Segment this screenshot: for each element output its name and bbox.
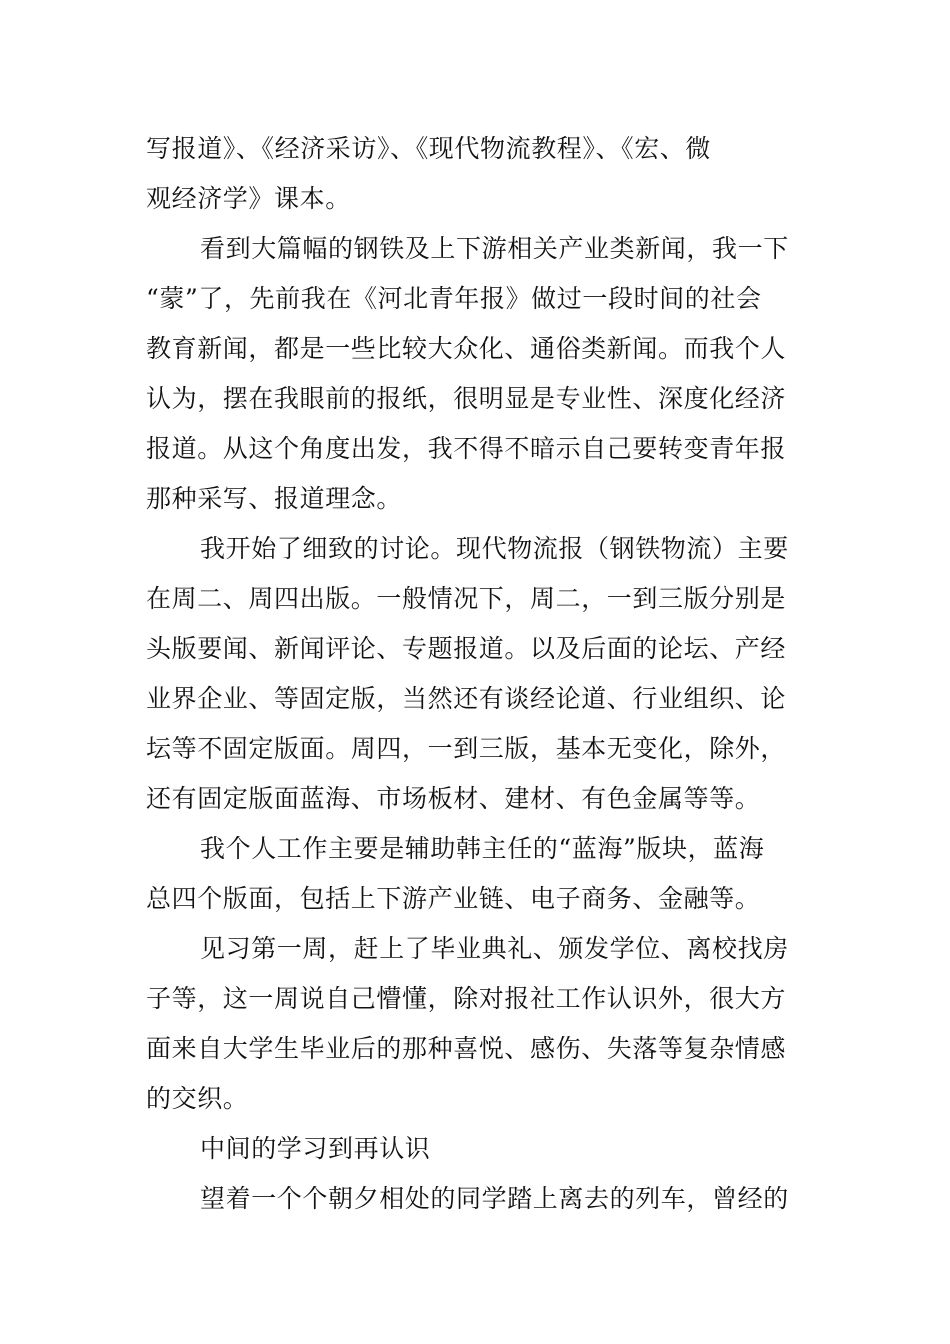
paragraph-line: 认为，摆在我眼前的报纸，很明显是专业性、深度化经济 <box>146 384 787 413</box>
paragraph-line: 还有固定版面蓝海、市场板材、建材、有色金属等等。 <box>146 784 761 813</box>
paragraph-line: 业界企业、等固定版，当然还有谈经论道、行业组织、论 <box>146 684 787 713</box>
document-body <box>146 124 806 1224</box>
paragraph-line: 看到大篇幅的钢铁及上下游相关产业类新闻，我一下 <box>200 234 789 263</box>
paragraph-line: 头版要闻、新闻评论、专题报道。以及后面的论坛、产经 <box>146 634 787 663</box>
paragraph-line: 面来自大学生毕业后的那种喜悦、感伤、失落等复杂情感 <box>146 1034 787 1063</box>
paragraph-line: 坛等不固定版面。周四，一到三版，基本无变化，除外， <box>146 734 787 763</box>
paragraph-line: 那种采写、报道理念。 <box>146 484 403 513</box>
paragraph-line: 见习第一周，赶上了毕业典礼、颁发学位、离校找房 <box>200 934 789 963</box>
paragraph-line: 总四个版面，包括上下游产业链、电子商务、金融等。 <box>146 884 761 913</box>
paragraph-line: 观经济学》课本。 <box>146 184 351 213</box>
paragraph <box>146 224 806 524</box>
paragraph <box>146 524 806 824</box>
section-heading <box>146 1124 806 1174</box>
paragraph-line: 报道。从这个角度出发，我不得不暗示自己要转变青年报 <box>146 434 787 463</box>
paragraph <box>146 824 806 924</box>
paragraph <box>146 124 806 224</box>
paragraph-line: 望着一个个朝夕相处的同学踏上离去的列车，曾经的 <box>200 1184 789 1213</box>
paragraph <box>146 924 806 1124</box>
paragraph-line: 的交织。 <box>146 1084 249 1113</box>
section-heading-text: 中间的学习到再认识 <box>200 1134 431 1163</box>
paragraph-line: 在周二、周四出版。一般情况下，周二，一到三版分别是 <box>146 584 787 613</box>
paragraph-line: “蒙”了，先前我在《河北青年报》做过一段时间的社会 <box>146 284 762 313</box>
paragraph-line: 我个人工作主要是辅助韩主任的“蓝海”版块，蓝海 <box>200 834 765 863</box>
paragraph-line: 写报道》、《经济采访》、《现代物流教程》、《宏、微 <box>146 134 712 163</box>
paragraph-line: 我开始了细致的讨论。现代物流报（钢铁物流）主要 <box>200 534 789 563</box>
paragraph-line: 子等，这一周说自己懵懂，除对报社工作认识外，很大方 <box>146 984 787 1013</box>
paragraph <box>146 1174 806 1224</box>
paragraph-line: 教育新闻，都是一些比较大众化、通俗类新闻。而我个人 <box>146 334 787 363</box>
